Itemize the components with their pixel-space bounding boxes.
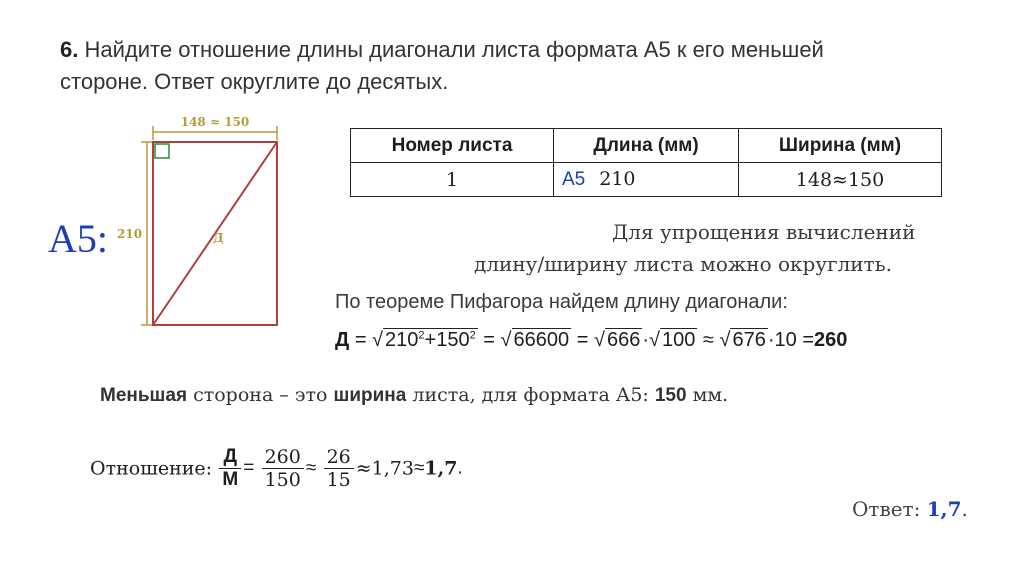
- formula-root-1: $210^2+150^2$: [385, 329, 476, 351]
- ratio-fraction-dm: $\frac{Д}{М}$: [219, 446, 241, 491]
- a5-sheet-figure: [110, 110, 300, 340]
- diagonal-label: Д: [213, 231, 224, 245]
- cell-length-value: 210: [599, 168, 636, 190]
- smaller-side-sentence: Меньшая сторона – это ширина листа, для формата А5: 150 мм.: [100, 384, 729, 406]
- ratio-fraction-1: $\frac{260}{150}$: [262, 446, 304, 491]
- problem-number: 6.: [60, 37, 79, 62]
- formula-result: 260: [814, 329, 848, 351]
- formula-root-2: 66600: [513, 329, 570, 351]
- formula-eq: =: [354, 329, 367, 351]
- top-dimension-label: 148 ≈ 150: [180, 115, 250, 129]
- pythagoras-note: По теореме Пифагора найдем длину диагонали:: [335, 291, 788, 313]
- problem-line-2: стороне. Ответ округлите до десятых.: [60, 69, 449, 94]
- side-dimension-label: 210: [117, 227, 143, 241]
- formula-root-4: 100: [661, 329, 696, 351]
- ratio-line: Отношение: $\frac{Д}{М}$ = $\frac{260}{150}$ ≈ $\frac{26}{15}$ ≈1,73≈1,7.: [90, 446, 463, 491]
- cell-length: [554, 163, 739, 197]
- right-angle-mark: [155, 144, 169, 158]
- answer-value: 1,7: [926, 497, 962, 521]
- cell-format: А5: [562, 169, 586, 190]
- answer-label: Ответ:: [852, 497, 927, 521]
- formula-root-3: 666: [606, 329, 641, 351]
- ratio-fraction-2: $\frac{26}{15}$: [324, 446, 354, 491]
- ratio-result: 1,7: [424, 457, 458, 480]
- header-length: Длина (мм): [554, 129, 739, 163]
- answer: Ответ: 1,7.: [852, 497, 968, 521]
- format-label: А5:: [48, 216, 108, 261]
- formula-root-5: 676: [732, 329, 766, 351]
- note-line-1: Для упрощения вычислений: [612, 220, 916, 244]
- formula-d: Д: [335, 329, 350, 351]
- sheet-table: [350, 128, 942, 197]
- problem-line-1: Найдите отношение длины диагонали листа формата А5 к его меньшей: [84, 37, 824, 62]
- header-width: Ширина (мм): [739, 129, 942, 163]
- diagonal-formula: Д = √ $210^2+150^2$ = √ 66600 = √ 666 ·√ 100 ≈ √ 676 ·10 =260: [335, 329, 848, 351]
- problem-statement: [60, 34, 990, 98]
- header-number: Номер листа: [351, 129, 554, 163]
- cell-width: 148≈150: [739, 163, 942, 197]
- table-header-row: [351, 129, 942, 163]
- note-line-2: длину/ширину листа можно округлить.: [474, 252, 892, 276]
- table-row: [351, 163, 942, 197]
- ratio-label: Отношение:: [90, 457, 213, 480]
- cell-number: 1: [351, 163, 554, 197]
